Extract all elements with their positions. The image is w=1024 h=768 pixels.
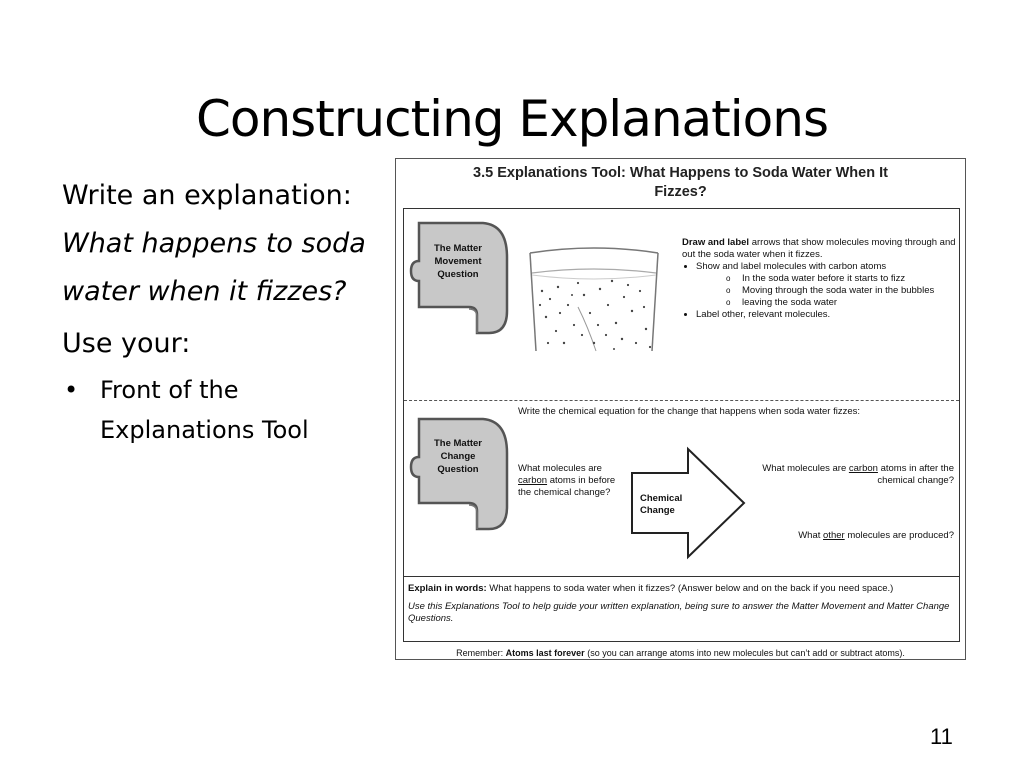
- prompt-question: What happens to soda water when it fizzes?: [62, 228, 366, 307]
- list-item: [62, 370, 377, 450]
- bullet-icon: •: [64, 376, 79, 404]
- after-change-question: What molecules are carbon atoms in after the chemical change?: [762, 463, 954, 486]
- other-molecules-question: What other molecules are produced?: [798, 530, 954, 541]
- explain-in-words-section: Explain in words: What happens to soda water when it fizzes? (Answer below and on the back if you need space.) Use this Explanations Tool to help guide your written explanation, being sure to answer the Matter Movement and Matter Change Questions.: [408, 583, 953, 625]
- worksheet-title-line1: 3.5 Explanations Tool: What Happens to Soda Water When It: [473, 165, 888, 181]
- movement-instructions: [682, 237, 956, 321]
- equation-prompt: Write the chemical equation for the change that happens when soda water fizzes:: [518, 406, 861, 417]
- remember-note: Remember: Atoms last forever (so you can arrange atoms into new molecules but can’t add or subtract atoms).: [456, 648, 905, 658]
- section-divider: [404, 400, 959, 401]
- before-change-question: What molecules are carbon atoms in before the chemical change?: [518, 463, 616, 498]
- prompt-text: [62, 172, 377, 316]
- slide-title: Constructing Explanations: [195, 90, 828, 148]
- explain-guidance: Use this Explanations Tool to help guide your written explanation, being sure to answer the Matter Movement and Matter Change Questions.: [408, 601, 950, 624]
- list-item: o leaving the soda water: [682, 297, 956, 309]
- page-number: 11: [930, 724, 953, 749]
- worksheet-title: [396, 164, 965, 202]
- list-item-label: Front of the Explanations Tool: [100, 376, 309, 444]
- explanations-tool-worksheet: [395, 158, 966, 660]
- prompt-intro: Write an explanation:: [62, 180, 352, 211]
- worksheet-frame: [403, 208, 960, 642]
- list-item: o Moving through the soda water in the bubbles: [682, 285, 956, 297]
- movement-question-label: The Matter Movement Question: [433, 243, 483, 280]
- section-divider: [404, 576, 959, 577]
- list-item: • Show and label molecules with carbon atoms: [696, 261, 956, 273]
- soda-glass-icon: [528, 247, 660, 353]
- change-question-label: The Matter Change Question: [433, 438, 483, 475]
- list-item: • Label other, relevant molecules.: [696, 309, 956, 321]
- worksheet-title-line2: Fizzes?: [654, 184, 707, 200]
- draw-and-label-text: Draw and label arrows that show molecules moving through and out the soda water when it fizzes.: [682, 237, 956, 260]
- chemical-change-label: Chemical Change: [640, 493, 683, 516]
- list-item: o In the soda water before it starts to fizz: [682, 273, 956, 285]
- use-your-label: Use your:: [62, 328, 191, 359]
- slide-body: [62, 172, 377, 450]
